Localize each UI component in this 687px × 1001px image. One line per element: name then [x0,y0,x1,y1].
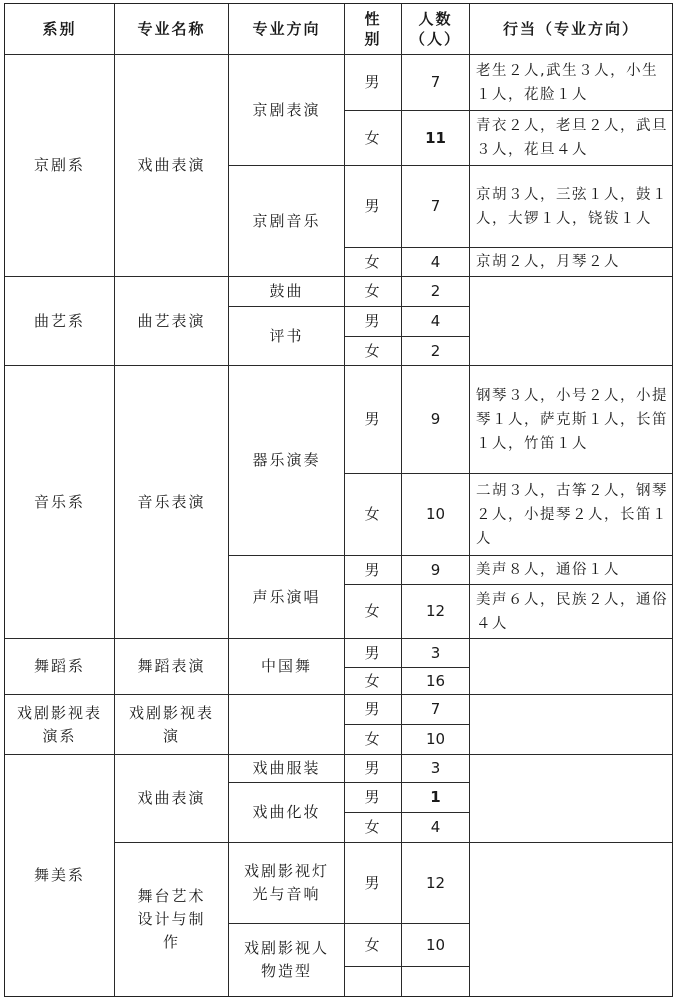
count-text: 4 [430,312,441,330]
gender-text: 女 [364,935,382,954]
count-cell [401,638,470,668]
header-dept [4,3,115,55]
gender-cell [344,247,402,277]
dept-cell [4,754,115,997]
direction-cell [228,694,345,755]
direction-cell [228,754,345,783]
role-cell [469,165,673,248]
role-cell [469,110,673,166]
count-text: 2 [430,282,441,300]
count-cell [401,54,470,111]
count-text: 3 [430,643,441,662]
direction-text: 中国舞 [260,657,312,675]
major-text: 舞台艺术设计与制作 [137,887,206,951]
count-text: 7 [430,197,441,215]
role-cell [469,842,673,997]
major-text: 戏剧影视表演 [128,703,214,745]
direction-cell [228,555,345,639]
major-text: 音乐表演 [137,492,206,511]
dept-text: 舞蹈系 [33,657,85,675]
role-text: 二胡３人，古筝２人，钢琴２人，小提琴２人，长笛１人 [476,482,668,547]
direction-text: 器乐演奏 [252,451,321,469]
gender-cell [344,110,402,166]
major-text: 戏曲表演 [137,789,206,807]
count-text: 12 [425,602,446,620]
direction-text: 评书 [269,326,304,345]
dept-text: 戏剧影视表演系 [16,703,102,745]
role-cell [469,694,673,755]
dept-text: 曲艺系 [33,311,85,330]
count-cell [401,365,470,474]
gender-cell [344,54,402,111]
header-major [114,3,229,55]
direction-cell [228,638,345,695]
direction-text: 戏剧影视人物造型 [243,939,329,980]
gender-text: 男 [364,788,382,806]
role-text: 美声８人，通俗１人 [476,562,620,578]
header-direction [228,3,345,55]
role-text: 老生２人,武生３人，小生１人，花脸１人 [476,62,659,103]
count-text: 4 [430,818,441,836]
direction-cell [228,165,345,277]
direction-cell [228,306,345,366]
direction-text: 京剧音乐 [252,211,321,230]
role-cell [469,754,673,843]
direction-cell [228,842,345,924]
header-major-label: 专业名称 [137,20,206,38]
gender-text: 男 [364,873,382,892]
major-text: 舞蹈表演 [137,657,206,675]
count-cell [401,842,470,924]
major-cell [114,694,229,755]
direction-cell [228,276,345,307]
count-cell [401,667,470,695]
count-text: 9 [430,410,441,428]
role-cell [469,584,673,639]
role-text: 美声６人，民族２人，通俗４人 [476,591,668,632]
gender-text: 女 [364,505,382,523]
direction-text: 戏曲服装 [252,759,321,777]
direction-cell [228,54,345,166]
major-text: 戏曲表演 [137,156,206,174]
header-dept-label: 系别 [42,20,77,38]
count-cell [401,110,470,166]
gender-text: 男 [364,73,382,91]
role-cell [469,276,673,366]
role-cell [469,638,673,695]
direction-text: 声乐演唱 [252,587,321,606]
count-cell [401,584,470,639]
count-text: 16 [425,671,446,690]
direction-text: 戏剧影视灯光与音响 [243,862,329,903]
direction-cell [228,365,345,556]
role-cell [469,473,673,556]
gender-text: 男 [364,197,382,215]
count-cell [401,473,470,556]
header-role-label: 行当（专业方向） [502,20,639,38]
major-text: 曲艺表演 [137,311,206,330]
dept-cell [4,365,115,639]
gender-cell [344,165,402,248]
gender-text: 女 [364,602,382,620]
gender-text: 女 [364,252,382,271]
direction-text: 鼓曲 [269,282,304,300]
major-cell [114,365,229,639]
role-cell [469,555,673,585]
count-cell [401,165,470,248]
role-text: 京胡３人，三弦１人，鼓１人，大锣１人，铙钹１人 [476,186,668,227]
header-count [401,3,470,55]
count-cell [401,966,470,997]
direction-cell [228,782,345,843]
count-text: 12 [425,873,446,892]
gender-text: 男 [364,410,382,428]
gender-text: 男 [364,312,382,330]
gender-cell [344,724,402,755]
gender-cell [344,667,402,695]
header-role [469,3,673,55]
count-text: 11 [425,128,446,147]
role-cell [469,247,673,277]
gender-text: 男 [364,643,382,662]
direction-text: 戏曲化妆 [252,803,321,821]
count-cell [401,694,470,725]
gender-text: 女 [364,730,382,748]
gender-text: 女 [364,671,382,690]
count-cell [401,306,470,337]
role-cell [469,365,673,474]
dept-text: 京剧系 [33,156,85,174]
gender-text: 男 [364,759,382,777]
direction-cell [228,923,345,997]
role-cell [469,54,673,111]
header-count-label: 人数（人） [410,10,462,48]
gender-cell [344,473,402,556]
dept-cell [4,638,115,695]
gender-cell [344,754,402,783]
count-text: 3 [430,759,441,777]
dept-cell [4,276,115,366]
gender-cell [344,966,402,997]
role-text: 京胡２人，月琴２人 [476,254,620,270]
count-text: 1 [430,788,441,806]
major-cell [114,54,229,277]
gender-cell [344,365,402,474]
gender-text: 男 [364,560,382,579]
count-cell [401,782,470,813]
count-text: 7 [430,73,441,91]
count-text: 4 [430,252,441,271]
header-gender [344,3,402,55]
count-text: 7 [430,700,441,718]
gender-text: 男 [364,700,382,718]
gender-cell [344,923,402,967]
gender-text: 女 [364,282,382,300]
role-text: 钢琴３人，小号２人，小提琴１人，萨克斯１人，长笛１人，竹笛１人 [476,387,668,452]
count-cell [401,276,470,307]
gender-cell [344,694,402,725]
dept-cell [4,54,115,277]
count-cell [401,336,470,366]
gender-cell [344,336,402,366]
major-cell [114,842,229,997]
count-text: 9 [430,560,441,579]
gender-cell [344,842,402,924]
role-text: 青衣２人，老旦２人，武旦３人，花旦４人 [476,118,668,158]
count-cell [401,923,470,967]
gender-cell [344,584,402,639]
major-cell [114,276,229,366]
gender-cell [344,782,402,813]
gender-text: 女 [364,818,382,836]
header-direction-label: 专业方向 [252,20,321,38]
gender-cell [344,555,402,585]
major-cell [114,638,229,695]
count-cell [401,812,470,843]
dept-text: 舞美系 [33,866,85,884]
count-text: 10 [425,505,446,523]
gender-cell [344,306,402,337]
count-cell [401,724,470,755]
gender-cell [344,638,402,668]
gender-cell [344,812,402,843]
dept-text: 音乐系 [33,492,85,511]
major-cell [114,754,229,843]
count-text: 10 [425,730,446,748]
count-cell [401,555,470,585]
count-text: 10 [425,935,446,954]
dept-cell [4,694,115,755]
gender-cell [344,276,402,307]
count-text: 2 [430,341,441,360]
gender-text: 女 [364,128,382,147]
header-gender-label: 性别 [364,10,382,48]
count-cell [401,247,470,277]
direction-text: 京剧表演 [252,100,321,119]
gender-text: 女 [364,341,382,360]
count-cell [401,754,470,783]
